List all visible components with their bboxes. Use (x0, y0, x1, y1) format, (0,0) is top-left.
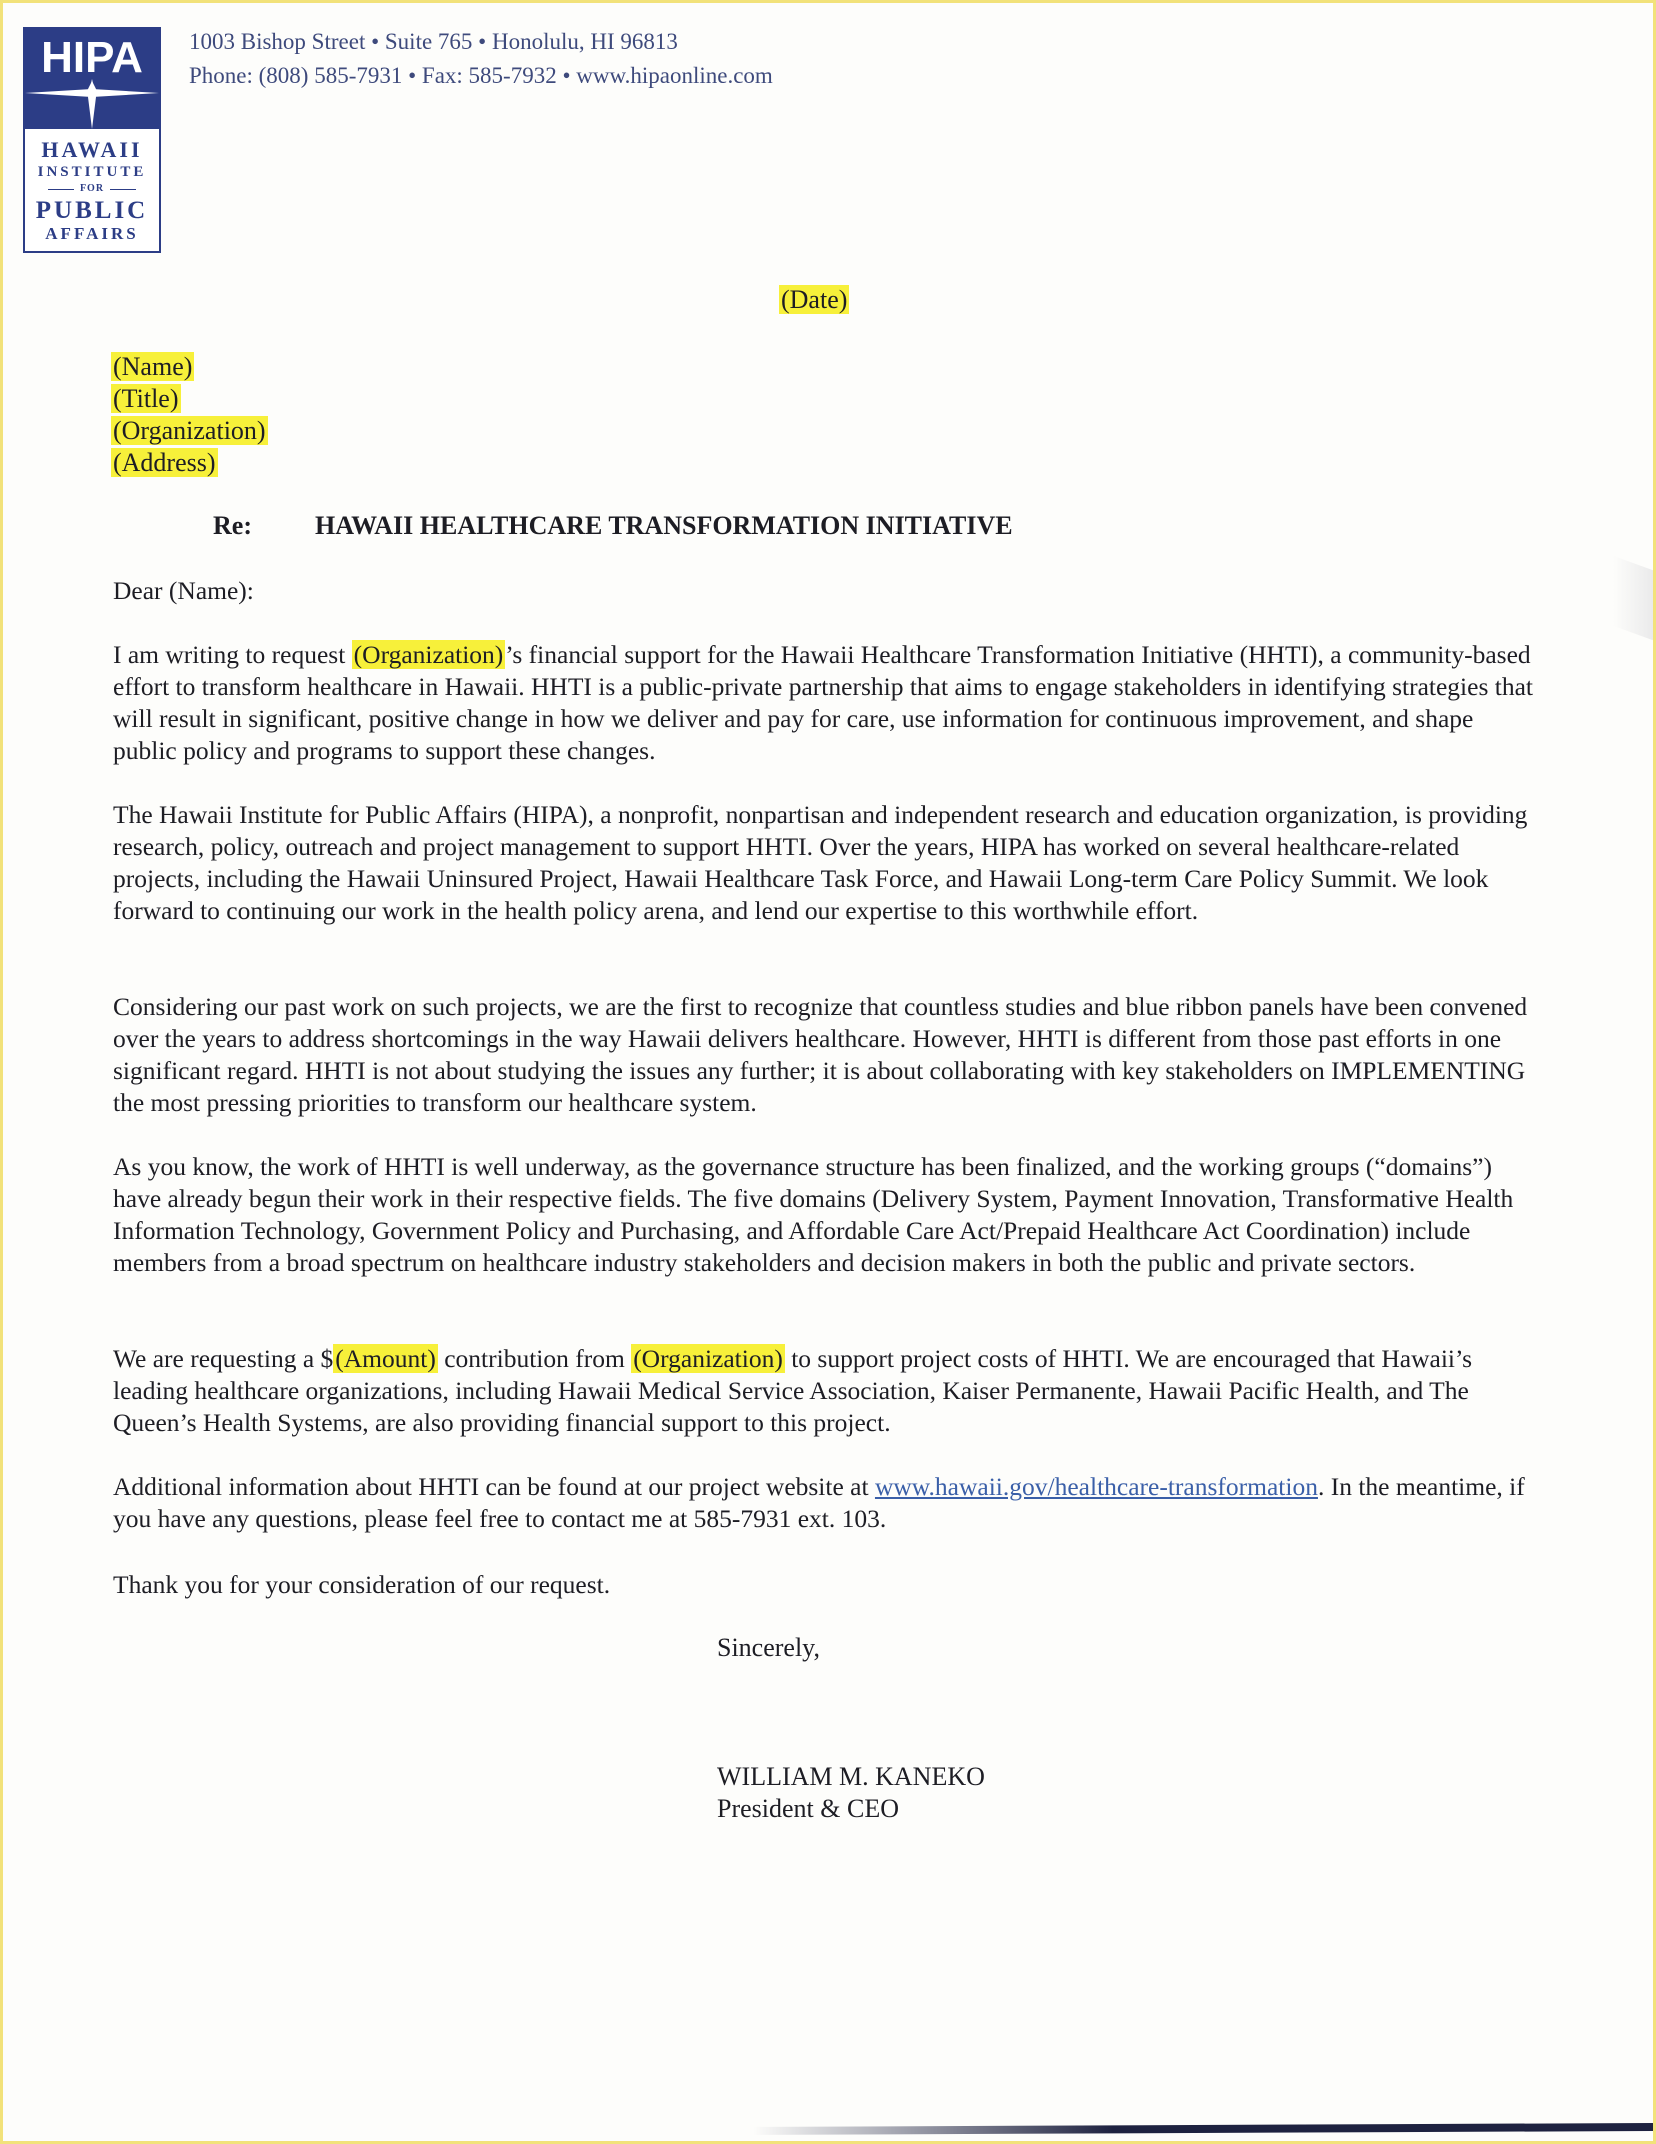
logo-rule-left (48, 189, 74, 190)
letterhead-phone-fax-web: Phone: (808) 585-7931 • Fax: 585-7932 • www.hipaonline.com (189, 63, 773, 88)
hipa-logo (23, 27, 161, 253)
p6-text-end: . In the meantime, if you have any questions, please feel free to contact me at 585-7931 ext. 103. (113, 1472, 1525, 1533)
date-placeholder: (Date) (781, 285, 848, 314)
p1-organization-placeholder: (Organization) (353, 640, 504, 669)
logo-institute: INSTITUTE (37, 164, 147, 180)
logo-rule-right (110, 189, 136, 190)
recipient-address: (Address) (113, 448, 216, 477)
logo-abbreviation: HIPA (41, 33, 143, 82)
p5-text-middle: contribution from (437, 1344, 632, 1373)
signature-block (717, 1761, 985, 1825)
subject-text: HAWAII HEALTHCARE TRANSFORMATION INITIATIVE (315, 511, 1013, 540)
p1-text-start: I am writing to request (113, 640, 352, 669)
recipient-organization: (Organization) (113, 416, 266, 445)
signer-title: President & CEO (717, 1794, 899, 1823)
paragraph-4: As you know, the work of HHTI is well underway, as the governance structure has been finalized, and the working groups (“domains”) have already begun their work in their respective fields. The five domains (Delivery System, Payment Innovation, Transformative Health Information Technology, Government Policy and Purchasing, and Affordable Care Act/Prepaid Healthcare Act Coordination) include members from a broad spectrum on healthcare industry stakeholders and decision makers in both the public and private sectors. (113, 1152, 1514, 1277)
recipient-name: (Name) (113, 352, 193, 381)
paragraph-7: Thank you for your consideration of our request. (113, 1570, 611, 1599)
logo-for-text: FOR (79, 183, 105, 194)
amount-placeholder: (Amount) (335, 1344, 436, 1373)
logo-affairs: AFFAIRS (45, 224, 139, 243)
recipient-title: (Title) (113, 384, 179, 413)
p6-text-start: Additional information about HHTI can be found at our project website at (113, 1472, 875, 1501)
p5-text-start: We are requesting a $ (113, 1344, 334, 1373)
p5-text-end: to support project costs of HHTI. We are encouraged that Hawaii’s leading healthcare organizations, including Hawaii Medical Service Association, Kaiser Permanente, Hawaii Pacific Health, and The Queen’s Health Systems, are also providing financial support to this project. (113, 1344, 1473, 1437)
letterhead-address: 1003 Bishop Street • Suite 765 • Honolulu, HI 96813 (189, 29, 678, 54)
p5-organization-placeholder: (Organization) (633, 1344, 783, 1373)
paragraph-5 (113, 1343, 1533, 1439)
paper-fold-shadow (1613, 556, 1653, 641)
closing: Sincerely, (717, 1633, 820, 1662)
logo-top-band (25, 27, 159, 129)
recipient-block (111, 351, 268, 479)
scan-edge-bar (753, 2123, 1653, 2135)
logo-for (25, 184, 159, 194)
subject-label: Re: (213, 511, 252, 540)
signer-name: WILLIAM M. KANEKO (717, 1762, 985, 1791)
project-website-link[interactable]: www.hawaii.gov/healthcare-transformation (874, 1472, 1318, 1501)
subject-line (213, 511, 1013, 541)
logo-public: PUBLIC (35, 197, 149, 224)
letterhead-contact (189, 25, 773, 93)
paragraph-3: Considering our past work on such projects, we are the first to recognize that countless studies and blue ribbon panels have been convened over the years to address shortcomings in the way Hawaii delivers healthcare. However, HHTI is different from those past efforts in one significant regard. HHTI is not about studying the issues any further; it is about collaborating with key stakeholders on IMPLEMENTING the most pressing priorities to transform our healthcare system. (113, 992, 1528, 1117)
paragraph-1 (113, 639, 1533, 767)
paragraph-2: The Hawaii Institute for Public Affairs (HIPA), a nonprofit, nonpartisan and independent research and education organization, is providing research, policy, outreach and project management to support HHTI. Over the years, HIPA has worked on several healthcare-related projects, including the Hawaii Uninsured Project, Hawaii Healthcare Task Force, and Hawaii Long-term Care Policy Summit. We look forward to continuing our work in the health policy arena, and lend our expertise to this worthwhile effort. (113, 800, 1528, 925)
scan-bottom-edge (3, 2111, 1653, 2141)
salutation: Dear (Name): (113, 576, 254, 605)
letter-date (779, 285, 849, 315)
logo-hawaii: HAWAII (41, 137, 143, 162)
p1-text-end: ’s financial support for the Hawaii Healthcare Transformation Initiative (HHTI), a community-based effort to transform healthcare in Hawaii. HHTI is a public-private partnership that aims to engage stakeholders in identifying strategies that will result in significant, positive change in how we deliver and pay for care, use information for continuous improvement, and shape public policy and programs to support these changes. (113, 640, 1533, 765)
paragraph-6 (113, 1471, 1533, 1535)
